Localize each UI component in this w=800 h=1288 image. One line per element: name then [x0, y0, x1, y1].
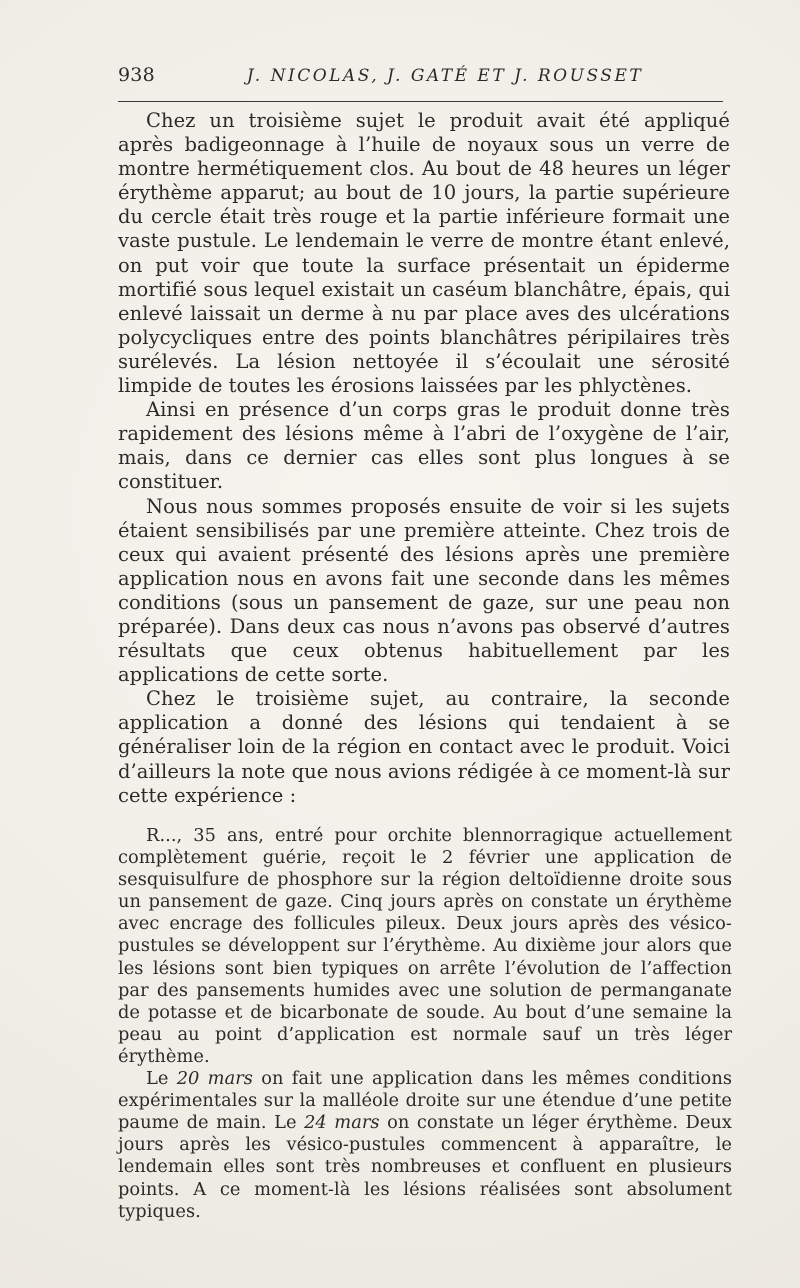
page-number: 938	[118, 64, 155, 86]
note-paragraph-2	[118, 1068, 732, 1223]
case-note	[118, 825, 732, 1223]
note-paragraph-2-suffix: on constate un léger érythème. Deux jours après les vésico-pustules commencent à apparaître, le lendemain elles sont très nombreuses et confluent en plusieurs points. A ce moment-là les lésions réalisées sont absolument typiques.	[118, 1112, 732, 1222]
header-rule	[118, 101, 723, 102]
note-paragraph-1: R..., 35 ans, entré pour orchite blennorragique actuellement complètement guérie, reçoit le 2 février une application de sesquisulfure de phosphore sur la région deltoïdienne droite sous un pansement de gaze. Cinq jours après on constate un érythème avec encrage des follicules pileux. Deux jours après des vésico-pustules se développent sur l’érythème. Au dixième jour alors que les lésions sont bien typiques on arrête l’évolution de l’affection par des pansements humides avec une solution de permanganate de potasse et de bicarbonate de soude. Au bout d’une semaine la peau au point d’application est normale sauf un très léger érythème.	[118, 825, 732, 1067]
running-title: J. NICOLAS, J. GATÉ ET J. ROUSSET	[246, 66, 644, 86]
paragraph-3: Nous nous sommes proposés ensuite de voir si les sujets étaient sensibilisés par une première atteinte. Chez trois de ceux qui avaient présenté des lésions après une première application nous en avons fait une seconde dans les mêmes conditions (sous un pansement de gaze, sur une peau non préparée). Dans deux cas nous n’avons pas observé d’autres résultats que ceux obtenus habituellement par les applications de cette sorte.	[118, 494, 730, 687]
paragraph-4: Chez le troisième sujet, au contraire, la seconde application a donné des lésions qui tendaient à se généraliser loin de la région en contact avec le produit. Voici d’ailleurs la note que nous avions rédigée à ce moment-là sur cette expérience :	[118, 687, 730, 807]
main-text	[118, 109, 730, 808]
paragraph-1: Chez un troisième sujet le produit avait été appliqué après badigeonnage à l’huile de noyaux sous un verre de montre hermétiquement clos. Au bout de 48 heures un léger érythème apparut; au bout de 10 jours, la partie supérieure du cercle était très rouge et la partie inférieure formait une vaste pustule. Le lendemain le verre de montre étant enlevé, on put voir que toute la surface présentait un épiderme mortifié sous lequel existait un caséum blanchâtre, épais, qui enlevé laissait un derme à nu par place aves des ulcérations polycycliques entre des points blanchâtres péripilaires très surélevés. La lésion nettoyée il s’écoulait une sérosité limpide de toutes les érosions laissées par les phlyctènes.	[118, 109, 730, 398]
date-march-20: 20 mars	[176, 1068, 253, 1090]
note-paragraph-2-middle: on fait une application dans les mêmes conditions expérimentales sur la malléole droite sur une étendue d’une petite paume de main. Le	[118, 1068, 732, 1134]
date-march-24: 24 mars	[304, 1112, 380, 1134]
paragraph-2: Ainsi en présence d’un corps gras le produit donne très rapidement des lésions même à l’abri de l’oxygène de l’air, mais, dans ce dernier cas elles sont plus longues à se constituer.	[118, 398, 730, 494]
page-header	[118, 64, 728, 90]
note-paragraph-2-prefix: Le	[146, 1068, 177, 1090]
